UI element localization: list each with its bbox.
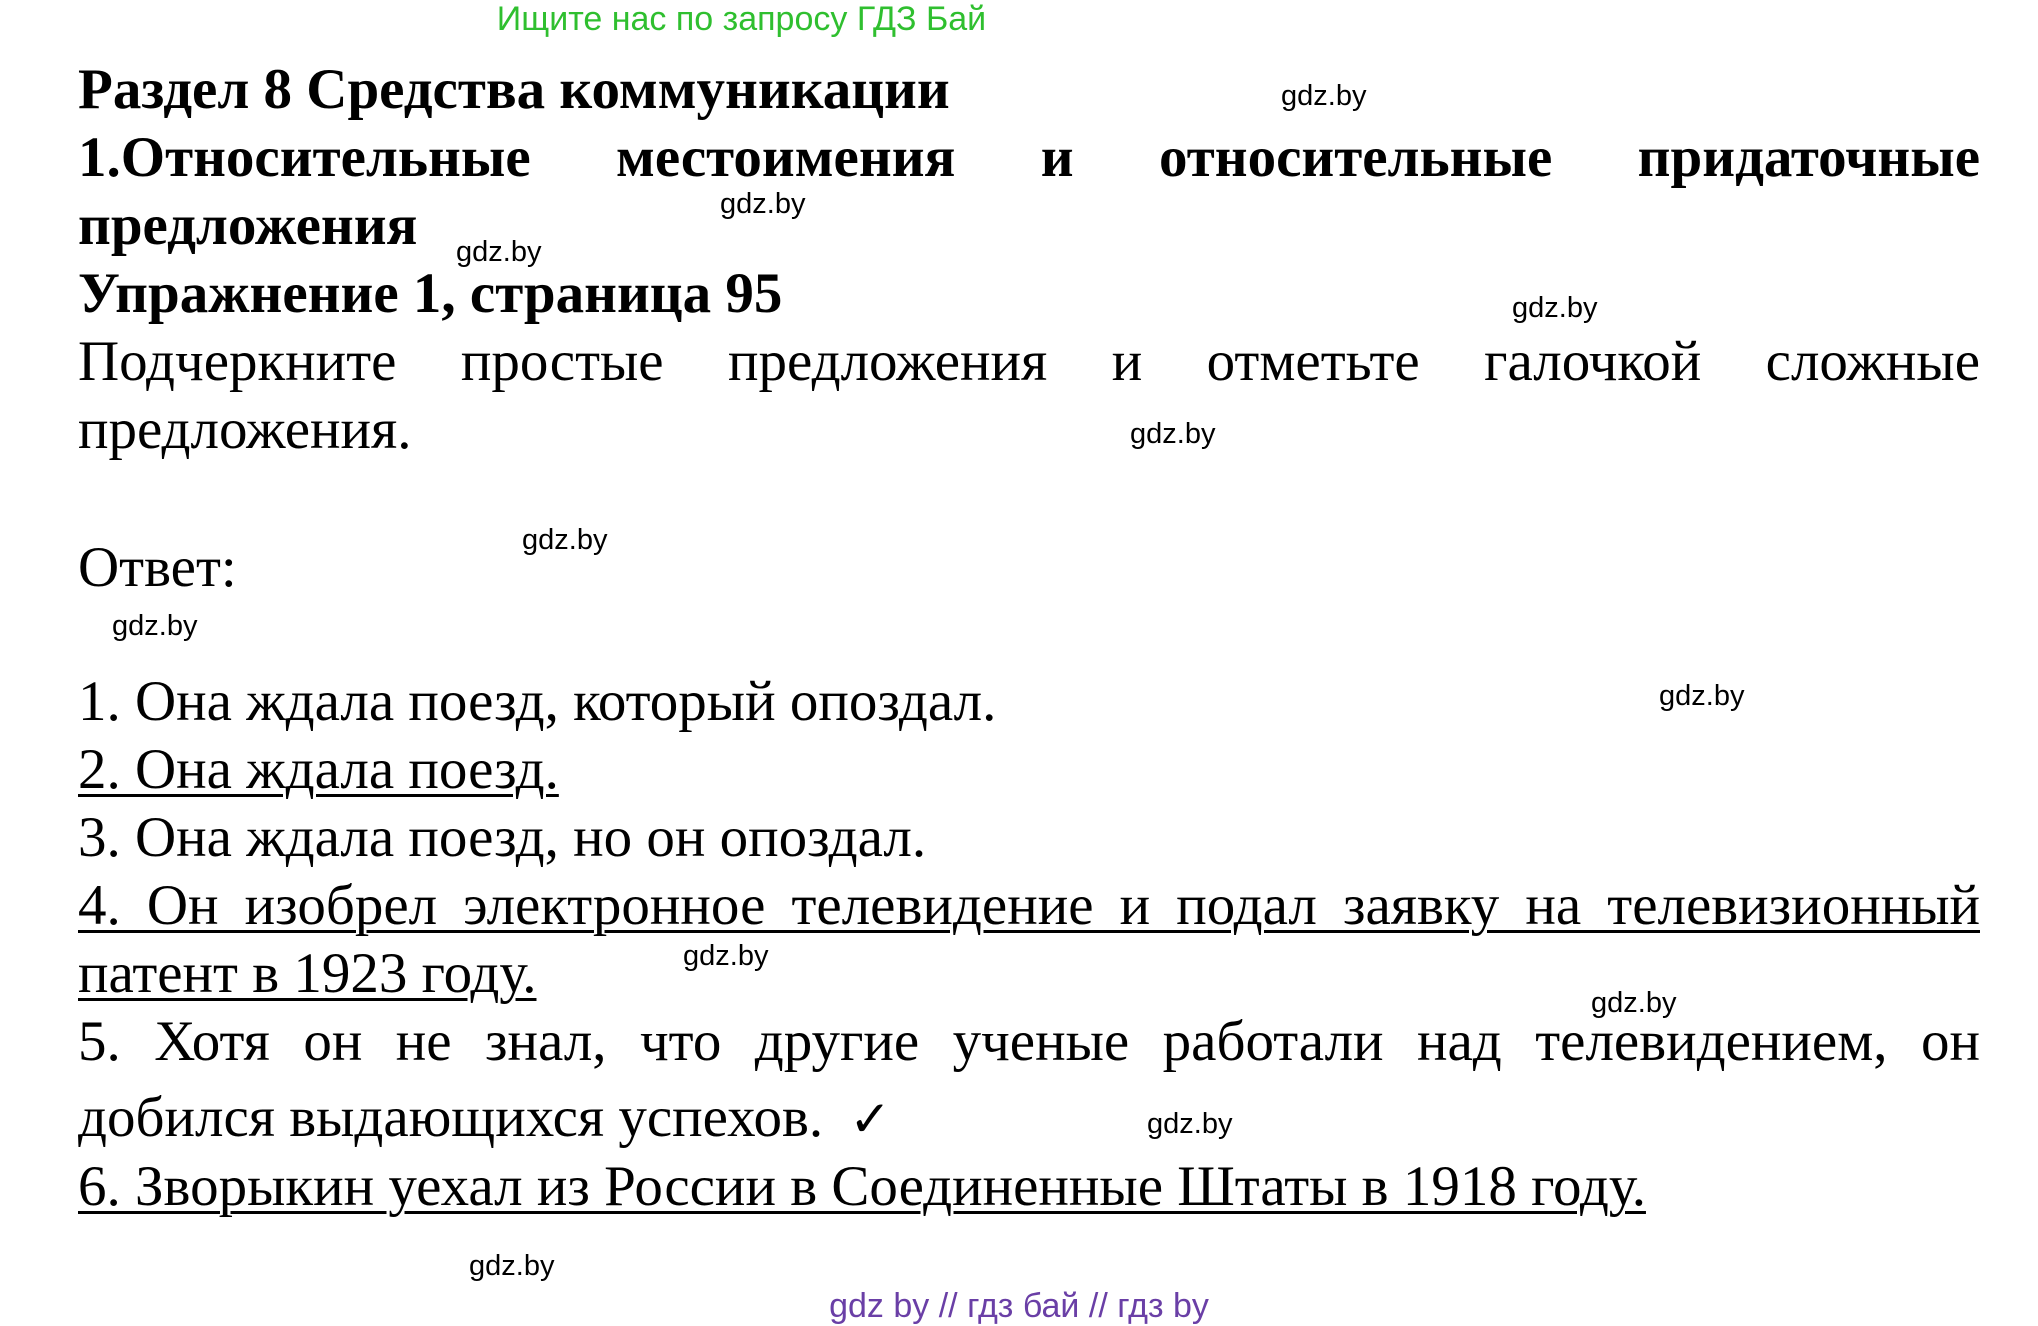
answer-label: Ответ: (78, 536, 237, 599)
footer-link-gdz-bay[interactable]: гдз бай (967, 1287, 1080, 1325)
watermark: gdz.by (683, 940, 769, 972)
watermark: gdz.by (1130, 418, 1216, 450)
answer-item-3: 3. Она ждала поезд, но он опоздал. (78, 806, 927, 869)
watermark: gdz.by (1281, 80, 1367, 112)
check-mark-icon: ✓ (849, 1090, 892, 1148)
answer-item-5-line1: 5. Хотя он не знал, что другие ученые работали над телевидением, он (78, 1010, 1980, 1073)
document-body (78, 56, 1980, 464)
watermark: gdz.by (522, 524, 608, 556)
footer-link-gdz-by[interactable]: gdz by (829, 1287, 930, 1325)
footer-separator: // (938, 1287, 958, 1325)
footer-link-gdz-by-cyr[interactable]: гдз by (1117, 1287, 1209, 1325)
task-line1: Подчеркните простые предложения и отметьте галочкой сложные (78, 330, 1980, 393)
watermark: gdz.by (1659, 680, 1745, 712)
answer-item-5-line2: добился выдающихся успехов. (78, 1086, 824, 1149)
footer-separator: // (1088, 1287, 1108, 1325)
watermark: gdz.by (1591, 987, 1677, 1019)
exercise-title: Упражнение 1, страница 95 (78, 262, 783, 325)
answer-item-1: 1. Она ждала поезд, который опоздал. (78, 670, 997, 733)
answers-list (78, 668, 1980, 1221)
watermark: gdz.by (1512, 292, 1598, 324)
watermark: gdz.by (720, 188, 806, 220)
answer-item-2: 2. Она ждала поезд. (78, 738, 559, 801)
topic-title-line1: 1.Относительные местоимения и относительные придаточные (78, 126, 1980, 189)
watermark: gdz.by (469, 1250, 555, 1282)
footer-links (0, 1287, 2038, 1326)
watermark: gdz.by (456, 236, 542, 268)
top-banner: Ищите нас по запросу ГДЗ Бай (496, 0, 987, 38)
answer-item-4-line2: патент в 1923 году. (78, 942, 537, 1005)
topic-title-line2: предложения (78, 194, 418, 257)
answer-label-block (78, 534, 1980, 602)
watermark: gdz.by (112, 610, 198, 642)
section-title: Раздел 8 Средства коммуникации (78, 58, 950, 121)
task-line2: предложения. (78, 398, 412, 461)
answer-item-6: 6. Зворыкин уехал из России в Соединенные Штаты в 1918 году. (78, 1155, 1646, 1218)
watermark: gdz.by (1147, 1108, 1233, 1140)
answer-item-4-line1: 4. Он изобрел электронное телевидение и подал заявку на телевизионный (78, 874, 1980, 937)
